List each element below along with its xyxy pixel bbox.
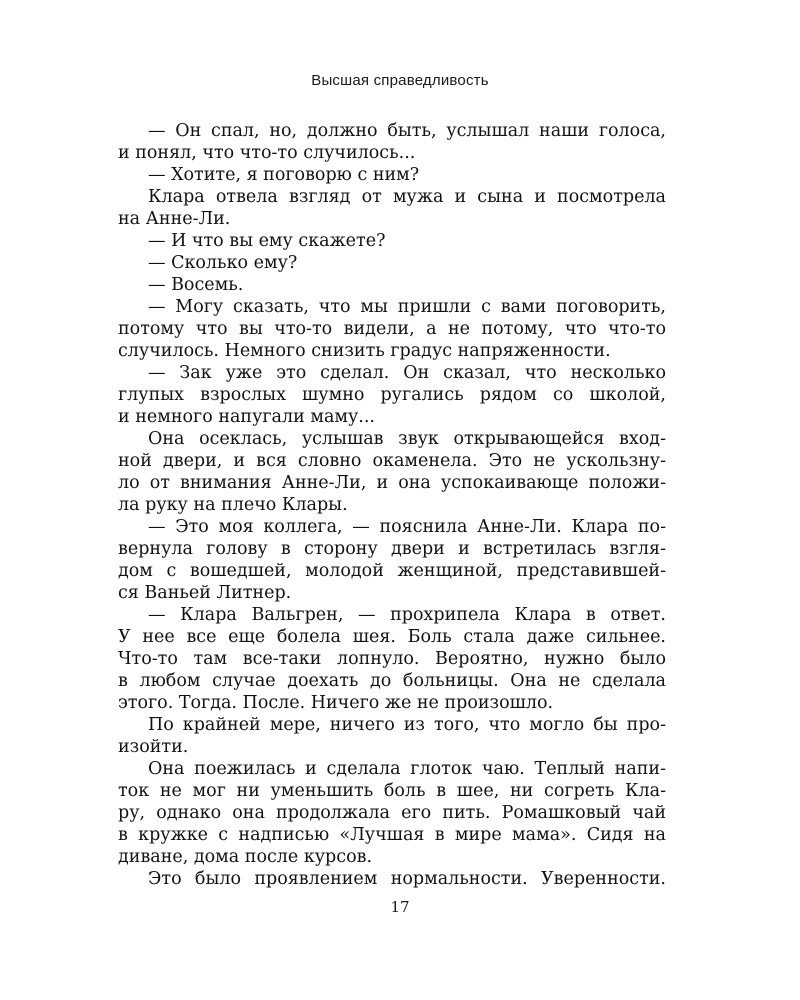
text-line: диване, дома после курсов. bbox=[118, 847, 373, 867]
text-line: на Анне-Ли. bbox=[118, 209, 231, 229]
text-line: — Сколько ему? bbox=[148, 253, 298, 273]
text-line: изойти. bbox=[118, 737, 189, 757]
running-title: Высшая справедливость bbox=[311, 72, 489, 89]
text-line: Это было проявлением нормальности. Уверенности. bbox=[148, 869, 666, 889]
text-line: в любом случае доехать до больницы. Она не сделала bbox=[118, 671, 666, 691]
text-line: — И что вы ему скажете? bbox=[148, 231, 386, 251]
text-line: ру, однако она продолжала его пить. Ромашковый чай bbox=[118, 803, 666, 823]
text-line: — Хотите, я поговорю с ним? bbox=[148, 165, 420, 185]
text-line: случилось. Немного снизить градус напряженности. bbox=[118, 341, 611, 361]
text-line: этого. Тогда. После. Ничего же не произошло. bbox=[118, 693, 554, 713]
text-line: У нее все еще болела шея. Боль стала даже сильнее. bbox=[118, 627, 666, 647]
text-line: — Могу сказать, что мы пришли с вами поговорить, bbox=[148, 297, 666, 317]
text-line: и немного напугали маму... bbox=[118, 407, 375, 427]
text-line: дом с вошедшей, молодой женщиной, представившей- bbox=[118, 561, 666, 581]
text-line: — Он спал, но, должно быть, услышал наши голоса, bbox=[148, 121, 666, 141]
text-line: — Это моя коллега, — пояснила Анне-Ли. Клара по- bbox=[148, 517, 666, 537]
text-line: в кружке с надписью «Лучшая в мире мама». Сидя на bbox=[118, 825, 666, 845]
text-line: вернула голову в сторону двери и встретилась взгля- bbox=[118, 539, 666, 559]
text-line: ной двери, и вся словно окаменела. Это не ускользну- bbox=[118, 451, 666, 471]
text-line: ло от внимания Анне-Ли, и она успокаивающе положи- bbox=[118, 473, 666, 493]
text-line: глупых взрослых шумно ругались рядом со школой, bbox=[118, 385, 666, 405]
text-line: Что-то там все-таки лопнуло. Вероятно, нужно было bbox=[118, 649, 666, 669]
text-line: — Восемь. bbox=[148, 275, 244, 295]
text-line: Клара отвела взгляд от мужа и сына и посмотрела bbox=[148, 187, 666, 207]
text-line: и понял, что что-то случилось... bbox=[118, 143, 416, 163]
text-line: ла руку на плечо Клары. bbox=[118, 495, 348, 515]
text-line: — Клара Вальгрен, — прохрипела Клара в ответ. bbox=[148, 605, 666, 625]
page-number: 17 bbox=[390, 898, 410, 916]
text-line: Она поежилась и сделала глоток чаю. Теплый напи- bbox=[148, 759, 666, 779]
text-line: Она осеклась, услышав звук открывающейся вход- bbox=[148, 429, 666, 449]
body-text bbox=[118, 120, 666, 890]
text-line: ся Ваньей Литнер. bbox=[118, 583, 292, 603]
text-line: потому что вы что-то видели, а не потому, что что-то bbox=[118, 319, 666, 339]
text-line: — Зак уже это сделал. Он сказал, что несколько bbox=[148, 363, 666, 383]
text-line: По крайней мере, ничего из того, что могло бы про- bbox=[148, 715, 666, 735]
text-line: ток не мог ни уменьшить боль в шее, ни согреть Кла- bbox=[118, 781, 666, 801]
